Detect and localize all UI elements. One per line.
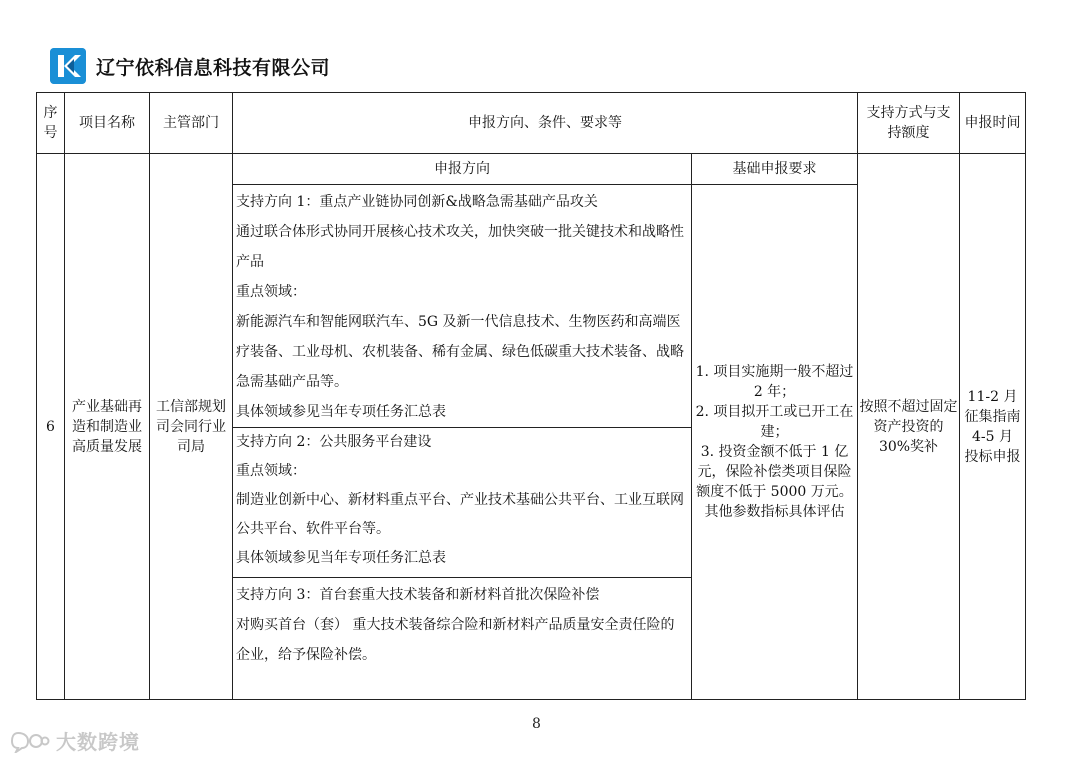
direction-line: 新能源汽车和智能网联汽车、5G 及新一代信息技术、生物医药和高端医疗装备、工业母机、农机装备、稀有金属、绿色低碳重大技术装备、战略急需基础产品等。	[236, 314, 684, 390]
direction-title: 支持方向 1：重点产业链协同创新&战略急需基础产品攻关	[236, 194, 598, 210]
header-department: 主管部门	[150, 93, 233, 154]
page-header	[50, 48, 330, 84]
requirement-item: 2. 项目拟开工或已开工在建；	[695, 404, 854, 440]
header-time: 申报时间	[960, 93, 1026, 154]
time-line: 11-2 月	[967, 388, 1018, 405]
directions-cell	[233, 185, 692, 700]
direction-3	[233, 578, 691, 699]
header-support: 支持方式与支持额度	[858, 93, 960, 154]
company-logo	[50, 48, 86, 84]
direction-line: 具体领域参见当年专项任务汇总表	[236, 404, 446, 420]
direction-title: 支持方向 3：首台套重大技术装备和新材料首批次保险补偿	[236, 587, 600, 603]
requirements-cell	[692, 185, 858, 700]
subheader-requirements: 基础申报要求	[692, 154, 858, 185]
row-project-name: 产业基础再造和制造业高质量发展	[65, 154, 150, 700]
watermark	[10, 726, 140, 755]
requirement-item: 3. 投资金额不低于 1 亿元，保险补偿类项目保险额度不低于 5000 万元。	[696, 444, 853, 500]
header-no: 序号	[37, 93, 65, 154]
direction-line: 制造业创新中心、新材料重点平台、产业技术基础公共平台、工业互联网公共平台、软件平台等。	[236, 492, 684, 537]
chat-bubble-icon	[10, 729, 50, 753]
direction-line: 重点领域：	[236, 284, 306, 300]
direction-line: 通过联合体形式协同开展核心技术攻关，加快突破一批关键技术和战略性产品	[236, 224, 684, 270]
direction-title: 支持方向 2：公共服务平台建设	[236, 434, 432, 450]
k-logo-icon	[50, 48, 86, 84]
row-department: 工信部规划司会同行业司局	[150, 154, 233, 700]
direction-line: 重点领域：	[236, 463, 306, 479]
requirement-item: 其他参数指标具体评估	[704, 504, 845, 520]
watermark-text: 大数跨境	[56, 730, 140, 754]
requirement-item: 1. 项目实施期一般不超过 2 年；	[695, 364, 854, 400]
row-support: 按照不超过固定资产投资的 30%奖补	[858, 154, 960, 700]
direction-line: 具体领域参见当年专项任务汇总表	[236, 550, 446, 566]
header-project-name: 项目名称	[65, 93, 150, 154]
direction-1	[233, 185, 691, 428]
row-no: 6	[37, 154, 65, 700]
direction-line: 对购买首台（套） 重大技术装备综合险和新材料产品质量安全责任险的企业，给予保险补偿。	[236, 617, 675, 663]
page-number: 8	[532, 716, 541, 732]
header-content: 申报方向、条件、要求等	[233, 93, 858, 154]
company-name: 辽宁依科信息科技有限公司	[96, 56, 331, 79]
project-table	[36, 92, 1026, 700]
time-line: 4-5 月	[972, 428, 1013, 445]
row-time	[960, 154, 1026, 700]
time-line: 征集指南	[964, 408, 1021, 425]
subheader-direction: 申报方向	[233, 154, 692, 185]
direction-2	[233, 428, 691, 578]
time-line: 投标申报	[964, 448, 1021, 465]
